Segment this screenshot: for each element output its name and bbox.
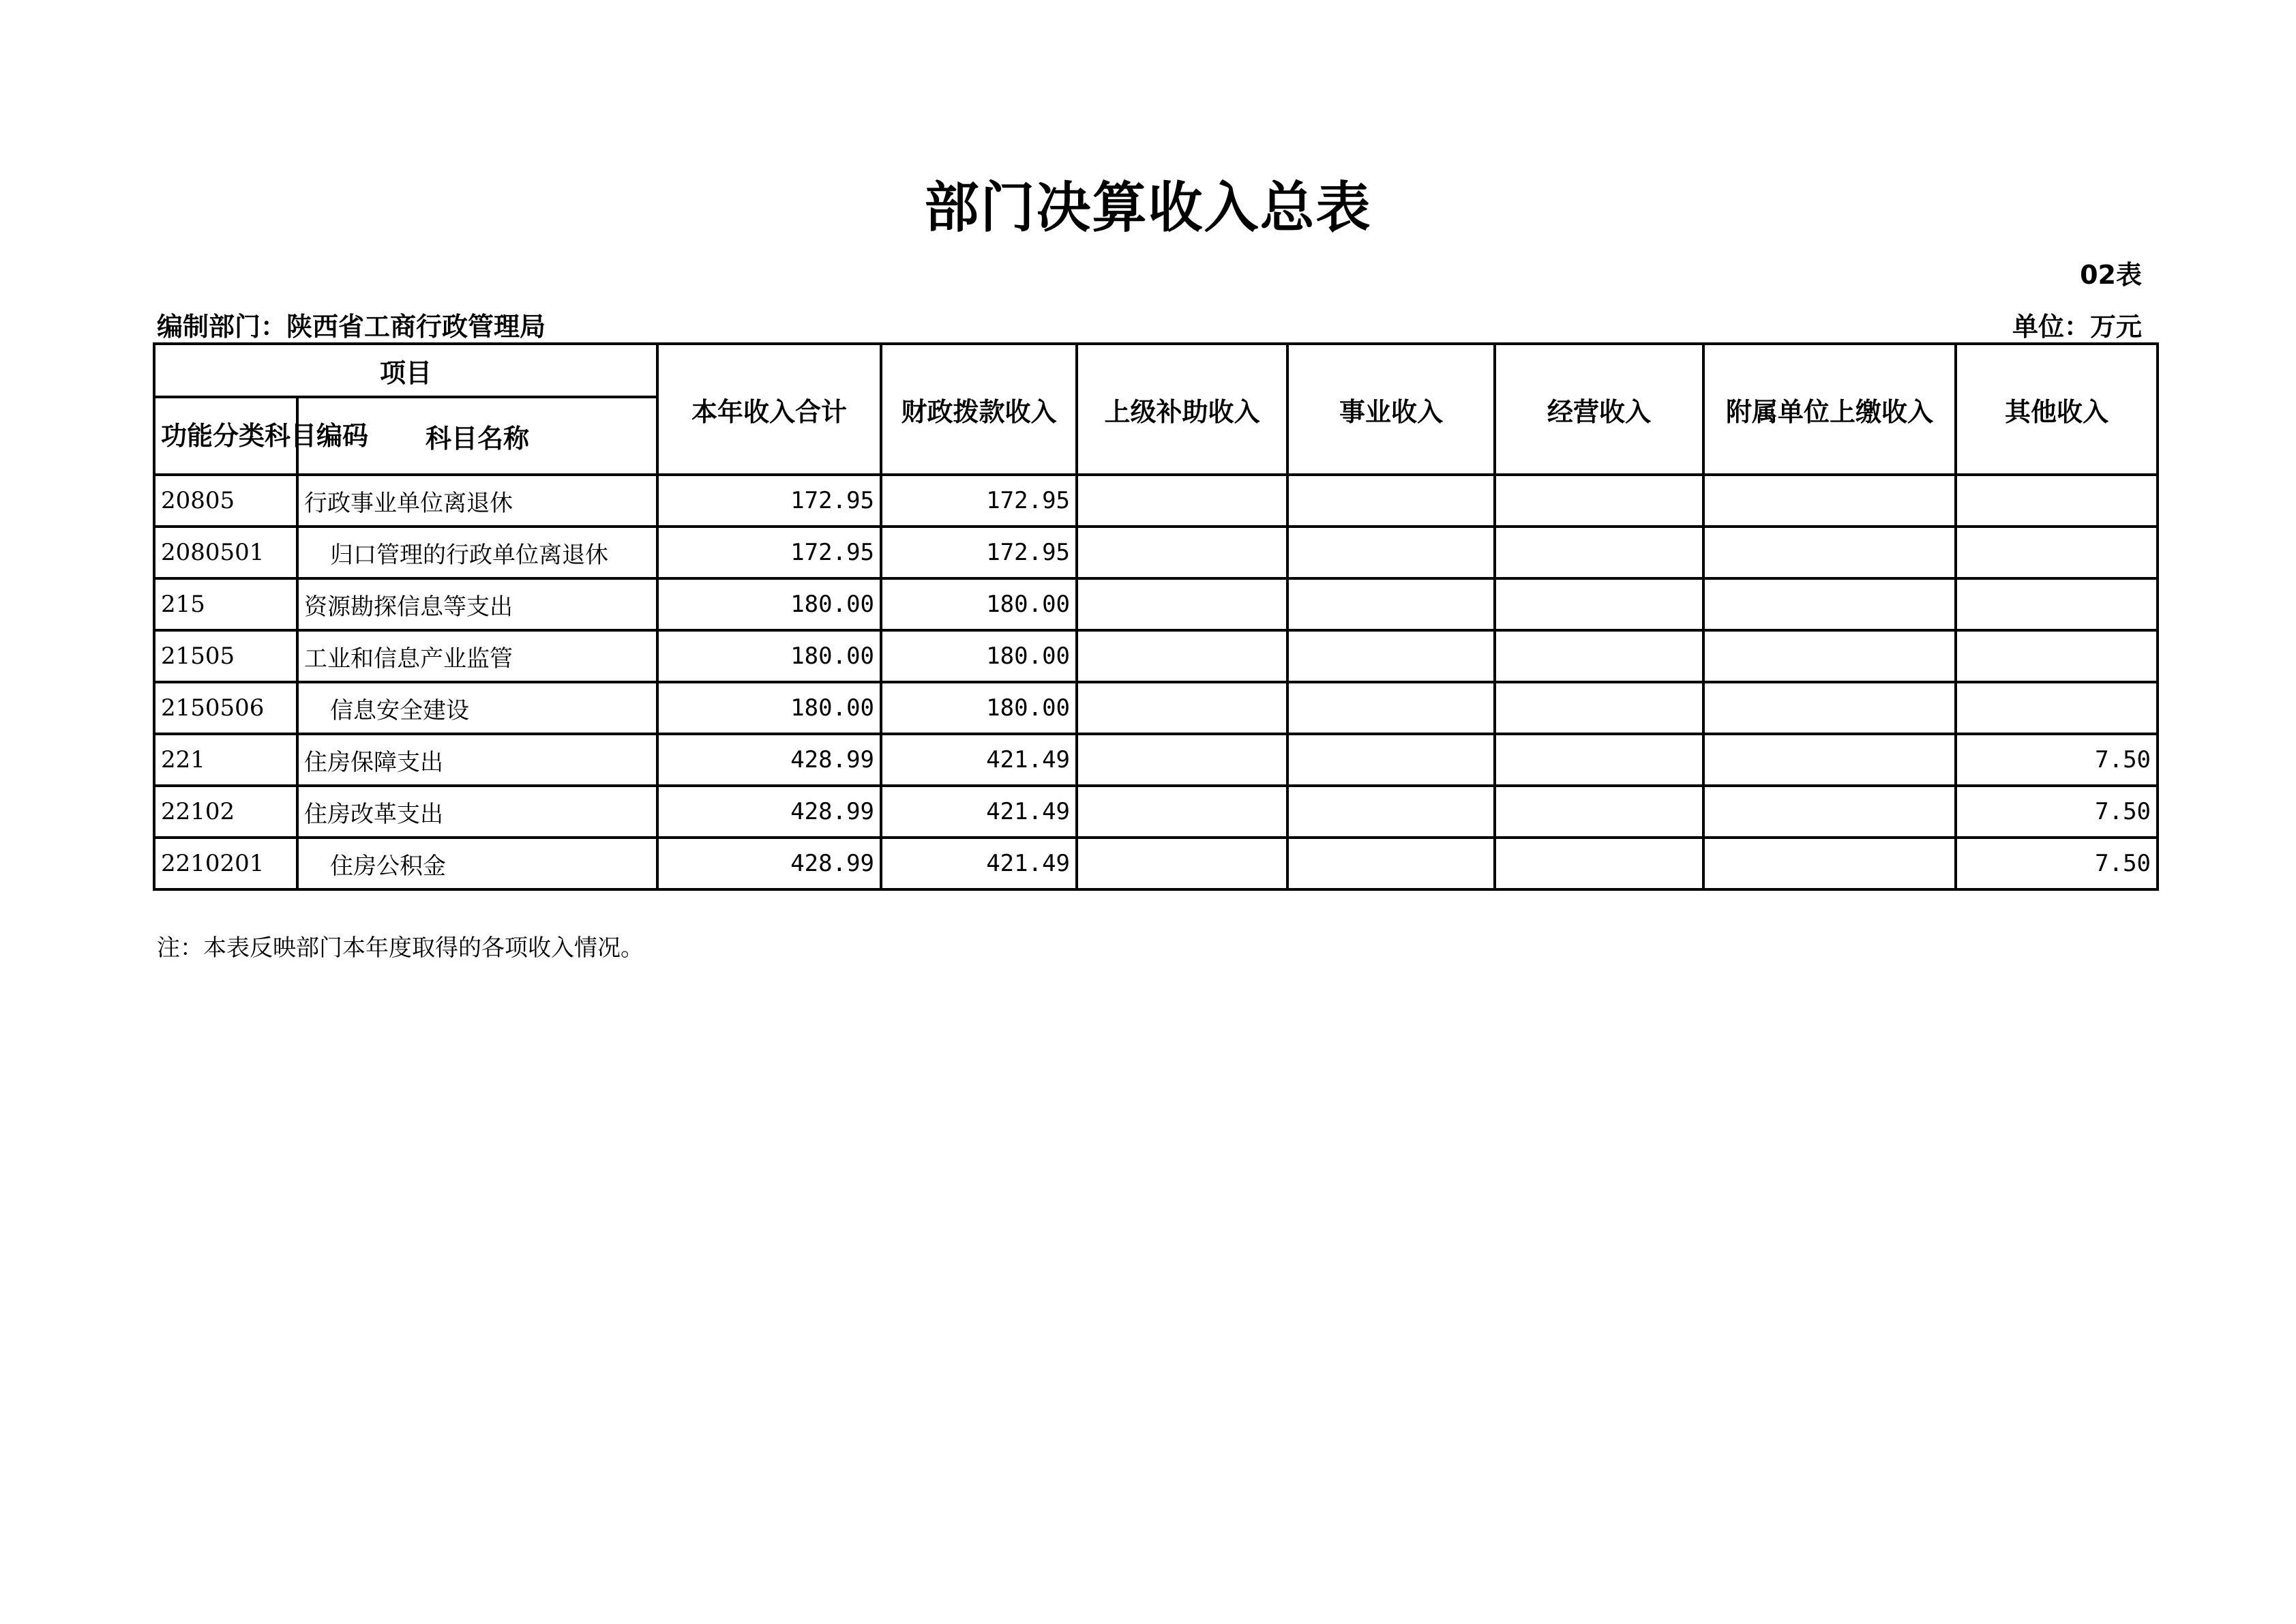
header-operating: 经营收入 xyxy=(1495,344,1703,475)
footnote: 注：本表反映部门本年度取得的各项收入情况。 xyxy=(157,934,644,962)
cell-affiliated xyxy=(1703,578,1956,630)
cell-superior xyxy=(1077,475,1287,527)
cell-business xyxy=(1287,527,1495,578)
cell-total: 428.99 xyxy=(657,838,881,889)
cell-name: 资源勘探信息等支出 xyxy=(297,578,657,630)
header-code: 功能分类科目编码 xyxy=(154,397,297,475)
cell-name xyxy=(297,682,657,734)
cell-superior xyxy=(1077,786,1287,838)
table-row xyxy=(154,578,2158,630)
cell-fiscal: 180.00 xyxy=(881,630,1077,682)
cell-code: 22102 xyxy=(154,786,297,838)
table-row xyxy=(154,527,2158,578)
cell-total: 428.99 xyxy=(657,734,881,786)
cell-total: 172.95 xyxy=(657,527,881,578)
cell-superior xyxy=(1077,578,1287,630)
table-row xyxy=(154,734,2158,786)
header-name: 科目名称 xyxy=(297,397,657,475)
cell-other xyxy=(1956,578,2158,630)
cell-total: 172.95 xyxy=(657,475,881,527)
cell-code: 21505 xyxy=(154,630,297,682)
cell-fiscal: 172.95 xyxy=(881,475,1077,527)
cell-name: 工业和信息产业监管 xyxy=(297,630,657,682)
cell-other: 7.50 xyxy=(1956,734,2158,786)
cell-name: 住房改革支出 xyxy=(297,786,657,838)
header-business: 事业收入 xyxy=(1287,344,1495,475)
unit-label: 单位：万元 xyxy=(2012,312,2142,342)
cell-affiliated xyxy=(1703,786,1956,838)
cell-fiscal: 421.49 xyxy=(881,838,1077,889)
header-other: 其他收入 xyxy=(1956,344,2158,475)
cell-fiscal: 421.49 xyxy=(881,786,1077,838)
cell-name xyxy=(297,527,657,578)
cell-code: 20805 xyxy=(154,475,297,527)
cell-operating xyxy=(1495,786,1703,838)
header-fiscal: 财政拨款收入 xyxy=(881,344,1077,475)
cell-operating xyxy=(1495,527,1703,578)
header-affiliated: 附属单位上缴收入 xyxy=(1703,344,1956,475)
department-label: 编制部门：陕西省工商行政管理局 xyxy=(157,312,546,342)
header-superior: 上级补助收入 xyxy=(1077,344,1287,475)
cell-affiliated xyxy=(1703,475,1956,527)
cell-fiscal: 180.00 xyxy=(881,682,1077,734)
table-row xyxy=(154,682,2158,734)
cell-business xyxy=(1287,682,1495,734)
cell-affiliated xyxy=(1703,838,1956,889)
cell-operating xyxy=(1495,630,1703,682)
cell-business xyxy=(1287,786,1495,838)
cell-other xyxy=(1956,682,2158,734)
form-number: 02表 xyxy=(2080,260,2142,290)
cell-name-text: 归口管理的行政单位离退休 xyxy=(330,541,608,569)
cell-superior xyxy=(1077,682,1287,734)
cell-business xyxy=(1287,838,1495,889)
cell-affiliated xyxy=(1703,527,1956,578)
cell-business xyxy=(1287,475,1495,527)
cell-name-text: 住房公积金 xyxy=(330,852,446,880)
cell-total: 180.00 xyxy=(657,630,881,682)
cell-operating xyxy=(1495,838,1703,889)
cell-operating xyxy=(1495,475,1703,527)
cell-fiscal: 172.95 xyxy=(881,527,1077,578)
cell-operating xyxy=(1495,578,1703,630)
cell-affiliated xyxy=(1703,682,1956,734)
table-row xyxy=(154,786,2158,838)
cell-fiscal: 180.00 xyxy=(881,578,1077,630)
cell-other xyxy=(1956,630,2158,682)
cell-code: 2210201 xyxy=(154,838,297,889)
table-row xyxy=(154,838,2158,889)
cell-affiliated xyxy=(1703,734,1956,786)
cell-other xyxy=(1956,475,2158,527)
cell-other: 7.50 xyxy=(1956,838,2158,889)
cell-business xyxy=(1287,578,1495,630)
page-title: 部门决算收入总表 xyxy=(924,176,1372,239)
cell-total: 180.00 xyxy=(657,578,881,630)
cell-name: 行政事业单位离退休 xyxy=(297,475,657,527)
cell-other: 7.50 xyxy=(1956,786,2158,838)
cell-superior xyxy=(1077,734,1287,786)
income-summary-table xyxy=(153,342,2159,891)
cell-fiscal: 421.49 xyxy=(881,734,1077,786)
cell-total: 428.99 xyxy=(657,786,881,838)
cell-other xyxy=(1956,527,2158,578)
cell-code: 2080501 xyxy=(154,527,297,578)
cell-code: 221 xyxy=(154,734,297,786)
cell-affiliated xyxy=(1703,630,1956,682)
cell-superior xyxy=(1077,838,1287,889)
cell-superior xyxy=(1077,527,1287,578)
table-row xyxy=(154,475,2158,527)
cell-name xyxy=(297,838,657,889)
table-row xyxy=(154,630,2158,682)
header-item: 项目 xyxy=(154,344,657,397)
cell-code: 215 xyxy=(154,578,297,630)
cell-name: 住房保障支出 xyxy=(297,734,657,786)
cell-business xyxy=(1287,630,1495,682)
cell-operating xyxy=(1495,734,1703,786)
cell-code: 2150506 xyxy=(154,682,297,734)
cell-superior xyxy=(1077,630,1287,682)
header-total: 本年收入合计 xyxy=(657,344,881,475)
cell-total: 180.00 xyxy=(657,682,881,734)
cell-operating xyxy=(1495,682,1703,734)
cell-name-text: 信息安全建设 xyxy=(330,696,469,724)
cell-business xyxy=(1287,734,1495,786)
